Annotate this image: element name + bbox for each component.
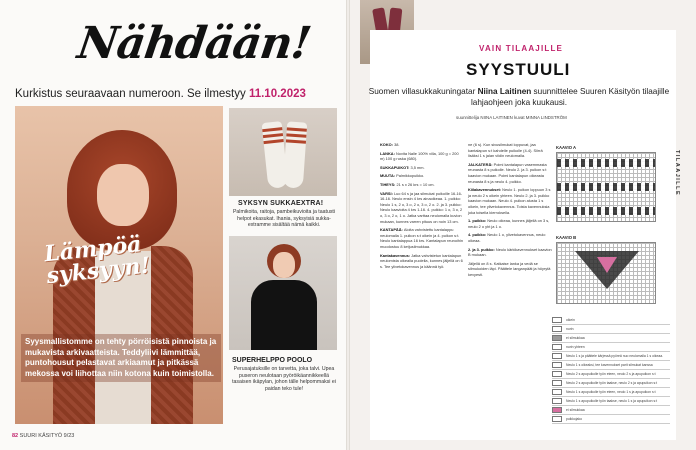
issue-teaser — [15, 88, 306, 100]
photo-face — [97, 164, 149, 226]
instruction-heading: KANTAPÄÄ: — [380, 227, 404, 233]
instruction-paragraph — [380, 227, 464, 249]
instruction-text: 21 s x 26 krs = 10 cm. — [396, 181, 435, 187]
legend-text: nurin yhteen — [566, 345, 585, 349]
intro-text-end: suunnittelee Suuren Käsityön tilaajille lahjaohjeen joka kuukausi. — [470, 87, 670, 107]
issue-date: 11.10.2023 — [248, 88, 306, 100]
instruction-paragraph — [380, 151, 464, 162]
legend-swatch — [552, 326, 562, 332]
chart-b-label: KAAVIO B — [556, 235, 577, 240]
chart-band — [557, 207, 655, 215]
legend-swatch — [552, 407, 562, 413]
sock-stripe — [286, 133, 306, 137]
instruction-heading: MUUTA: — [380, 173, 397, 179]
legend-swatch — [552, 362, 562, 368]
legend-swatch — [552, 380, 562, 386]
legend-text: ei silmukkaa — [566, 408, 585, 412]
instruction-paragraph — [380, 173, 464, 179]
legend-text: oikein — [566, 318, 575, 322]
instruction-text: Luo 64 s ja jaa silmukat puikoille 16-16-16-16. Neulo ensin 4 krs ainaoikeaa. 1. puikko: Neulo 1 s, 2 o, 3 o, 2 o, 3 o, 2 o. 2. ja 3. puikko: Neulo kaavioita 4 krs 1-16. 4. puikko: 1 o, 3 o, 2 o, 3 o, 2 o, 1 o. Jatka varttaa neulomalla kuvion mukaan, kunnes varren pituus on noin 13 cm. — [380, 190, 463, 224]
sock-stripe — [263, 133, 283, 138]
sock-stripe — [287, 127, 307, 131]
sock-stripe — [262, 127, 282, 132]
intro-text: Suomen villasukkakuningatar — [368, 87, 478, 96]
legend-swatch — [552, 389, 562, 395]
instruction-text: 3,5 mm. — [410, 164, 425, 170]
legend-row — [552, 361, 670, 370]
pattern-credits: suunnittelija NIINA LAITINEN kuvat MINNA LINDSTRÖM — [456, 115, 567, 120]
legend-text: Neulo 1 s oikeaksi, tee kavennukset parit silmukat kanssa — [566, 363, 653, 367]
instruction-text: Neulo 1 o, ylivetokavennus, neulo oikeaa. — [468, 232, 546, 243]
legend-text: Neulo 1 s apupuikolle työn taakse, neulo 1 s ja apupuikon s:t — [566, 399, 658, 403]
instruction-text: ne (6 s). Kun sivusilmukat loppuvat, jaa kantalapun s:t kahdelle puikolle (4-4). Siirrä lisäksi 1 s jalan viidin neulomalla. — [468, 142, 543, 159]
photo-face — [273, 252, 295, 278]
kicker-label: VAIN TILAAJILLE — [479, 44, 564, 53]
left-folio — [12, 433, 74, 439]
instruction-paragraph — [468, 187, 552, 215]
socks-description: Palmikoita, raitoja, pambeikuvioita ja taatusti helpot ekasukat. Ihania, syksyisiä sukka-extramme sisältää nämä kaikki. — [232, 209, 336, 229]
legend-text: ei silmukkaa — [566, 336, 585, 340]
magazine-issue: SUURI KÄSITYÖ 9/23 — [19, 433, 75, 439]
page-gutter — [346, 0, 350, 450]
instruction-paragraph — [380, 182, 464, 188]
chart-band — [557, 159, 655, 167]
socks-heading: SYKSYN SUKKAEXTRA! — [238, 200, 324, 207]
instruction-paragraph — [380, 165, 464, 171]
legend-swatch — [552, 371, 562, 377]
sweater-description: Perusajatuksille on tarvetta, joka talvi. Upea puseron neulotaan pyöröikäannikkeellä tasaisen ikäpylan, johon tälle helpommaksi ei paidan teko tule! — [232, 366, 336, 392]
instruction-heading: LANKA: — [380, 150, 396, 156]
instructions-column-2 — [468, 142, 552, 280]
instruction-heading: 2. ja 3. puikko: — [468, 246, 496, 252]
instruction-text: Aloita vahvistettu kantalappu neulomalla 1. puikon s:t oikein ja 4. puikon s:t. Neulo kantalappua 16 krs. Kantalapun reunoihin muodostuu 8 ketjusilmukkaa. — [380, 227, 464, 249]
legend-swatch — [552, 335, 562, 341]
knitting-chart-b — [556, 242, 656, 304]
instruction-heading: TIHEYS: — [380, 181, 397, 187]
instruction-paragraph — [380, 253, 464, 270]
page-headline: Nähdään! — [74, 18, 314, 69]
legend-swatch — [552, 344, 562, 350]
page-number: 82 — [12, 433, 19, 439]
instruction-text: Jäljellä on 8 s. Katkaise lanka ja vedä se silmukoiden läpi. Päättele langanpäät ja höyrytä kevyesti. — [468, 260, 551, 277]
instruction-paragraph — [468, 162, 552, 184]
instruction-text: Palmikkopuikko. — [396, 173, 425, 179]
legend-text: Neulo 1 s apupuikolle työn eteen, neulo 1 s ja apupuikon s:t — [566, 390, 656, 394]
instruction-text: Neulo kärkikavennukset kaavion B mukaan. — [468, 246, 552, 258]
photo-black-sweater — [251, 280, 317, 350]
legend-row — [552, 334, 670, 343]
instruction-paragraph — [468, 232, 552, 243]
instruction-heading: Kiilakavennukset: — [468, 187, 503, 193]
chart-legend — [552, 316, 670, 424]
instruction-paragraph — [468, 261, 552, 278]
legend-row — [552, 388, 670, 397]
legend-row — [552, 406, 670, 415]
instruction-paragraph — [468, 218, 552, 229]
instruction-text: Jatka vahvistetun kantalapun neulomista oikealla puolella, kunnes jäljellä on 6 s. Tee ylivetokavennus ja käännä työ. — [380, 252, 463, 269]
socks-photo — [229, 108, 337, 196]
instruction-heading: VARSI: — [380, 190, 394, 196]
sweater-photo — [229, 236, 337, 350]
legend-row — [552, 316, 670, 325]
legend-row — [552, 325, 670, 334]
sock-stripe — [263, 139, 283, 144]
legend-swatch — [552, 317, 562, 323]
instruction-text: Neulo 1. puikon loppuun 3 s ja neulo 2 s oikein yhteen. Neulo 2. ja 3. puikko kaavion mukaan. Neulo 4. puikon alusta 1 s oikein, tee ylivetokavennus. Toista kavennuksia joka toisella kierroksella. — [468, 187, 551, 215]
legend-row — [552, 352, 670, 361]
sweater-heading: SUPERHELPPO POOLO — [232, 357, 313, 364]
main-photo-woman-vest — [15, 106, 223, 424]
legend-text: Neulo 2 s apupuikolle työn eteen, neulo 2 s ja apupuikon s:t — [566, 372, 656, 376]
instruction-text: 38. — [394, 142, 400, 147]
instruction-heading: Kantakavennus: — [380, 252, 412, 258]
pattern-intro — [368, 86, 670, 108]
instruction-text: Neulo oikeaa, kunnes jäljellä on 3 s, neulo 2 o yht ja 1 o. — [468, 218, 550, 229]
legend-row — [552, 397, 670, 406]
legend-swatch — [552, 416, 562, 422]
legend-swatch — [552, 398, 562, 404]
chart-band — [557, 183, 655, 191]
knitting-chart-a — [556, 152, 656, 222]
instructions-column-1 — [380, 142, 464, 272]
legend-text: nurin — [566, 327, 574, 331]
instruction-paragraph — [468, 247, 552, 258]
instruction-heading: SUKKAPUIKOT: — [380, 164, 411, 170]
sock-stripe — [286, 139, 306, 143]
legend-text: Neulo 1 s ja päättele kärjessä pyöreä nuo neulomalla 1 s oikeaa. — [566, 354, 664, 358]
legend-text: Neulo 2 s apupuikolle työn taakse, neulo 2 s ja apupuikon s:t — [566, 381, 658, 385]
legend-swatch — [552, 353, 562, 359]
legend-text: puikkojako — [566, 417, 583, 421]
side-label: TILAAJILLE — [674, 150, 680, 197]
instruction-paragraph — [468, 142, 552, 159]
instruction-heading: 1. puikko: — [468, 218, 488, 224]
chart-a-label: KAAVIO A — [556, 145, 577, 150]
legend-row — [552, 379, 670, 388]
legend-row — [552, 343, 670, 352]
issue-teaser-text: Kurkistus seuraavaan numeroon. Se ilmestyy — [15, 88, 249, 100]
instruction-text: Novita Nalle 100% villa, 100 g = 200 m) 100 g ruska (680). — [380, 150, 459, 162]
instruction-paragraph — [380, 142, 464, 148]
legend-row — [552, 370, 670, 379]
main-photo-caption: Syysmallistomme on tehty pörröisistä pinnoista ja mukavista arkivaatteista. Teddyliivi lämmittää, puntohousut pelastavat arkiaamut ja pitkässä mekossa voi liihottaa niin kotona kuin toimistolla. — [21, 334, 221, 382]
instruction-paragraph — [380, 191, 464, 225]
legend-row — [552, 415, 670, 424]
instruction-heading: JALKATERÄ: — [468, 161, 494, 167]
instruction-text: Poimi kantalapun vasemmasta reunasta 8 s puikolle. Neulo 2. ja 3. puikon s:t kaavion mukaan. Poimi kantalapun oikeasta reunasta 8 s ja neulo 4. puikko. — [468, 161, 547, 184]
sock-right — [283, 121, 308, 188]
instruction-heading: 4. puikko: — [468, 232, 488, 238]
instruction-heading: KOKO: — [380, 142, 395, 147]
main-photo-title: Lämpöä syksyyn! — [42, 231, 152, 290]
designer-name: Niina Laitinen — [477, 87, 532, 96]
pattern-title: SYYSTUULI — [466, 60, 571, 79]
